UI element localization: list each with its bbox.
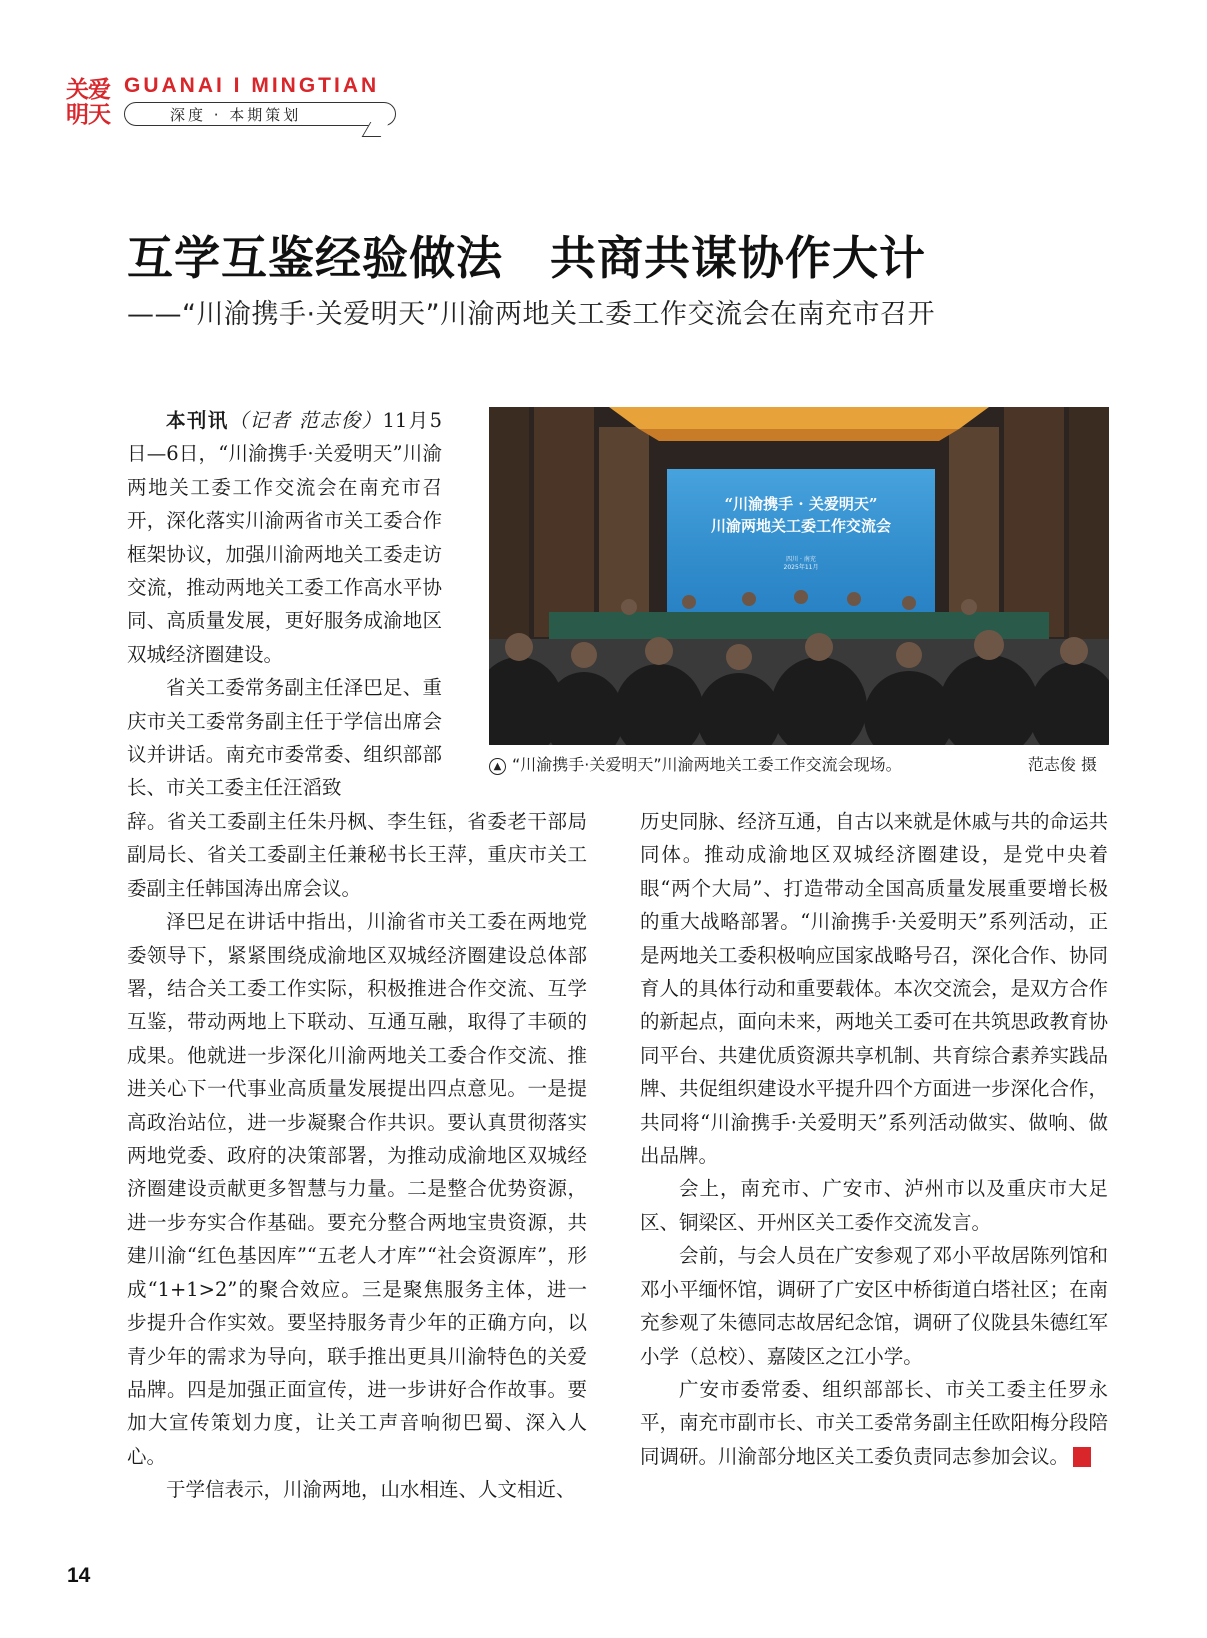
caption-text: “川渝携手·关爱明天”川渝两地关工委工作交流会现场。 — [512, 755, 902, 774]
paragraph-1-text: 11月5日—6日，“川渝携手·关爱明天”川渝两地关工委工作交流会在南充市召开，深化落实川渝两省市关工委合作框架协议，加强川渝两地关工委走访交流，推动两地关工委工作高水平协同、高质量发展，更好服务成渝地区双城经济圈建设。 — [127, 409, 442, 666]
lead-label: 本刊讯 — [166, 409, 229, 432]
article-column-2 — [127, 805, 587, 1507]
paragraph-2b: 辞。省关工委副主任朱丹枫、李生钰，省委老干部局副局长、省关工委副主任兼秘书长王萍，重庆市关工委副主任韩国涛出席会议。 — [127, 810, 587, 900]
paragraph-5: 会上，南充市、广安市、泸州市以及重庆市大足区、铜梁区、开州区关工委作交流发言。 — [640, 1177, 1108, 1234]
section-tag: 深度 · 本期策划 — [170, 106, 302, 124]
conference-scene — [489, 407, 1109, 745]
article-title: 互学互鉴经验做法 共商共谋协作大计 — [127, 231, 926, 285]
brand-english-name: GUANAI I MINGTIAN — [124, 74, 380, 97]
paragraph-2a: 省关工委常务副主任泽巴足、重庆市关工委常务副主任于学信出席会议并讲话。南充市委常委、组织部部长、市关工委主任汪滔致 — [127, 676, 442, 800]
camera-icon: ▲ — [489, 758, 506, 775]
reporter-byline: （记者 范志俊） — [228, 409, 383, 432]
paragraph-1 — [127, 404, 442, 671]
article-subtitle: ——“川渝携手·关爱明天”川渝两地关工委工作交流会在南充市召开 — [127, 299, 936, 330]
brand-logo: 关爱明天 — [66, 77, 110, 128]
screen-text-line1: “川渝携手 · 关爱明天” — [724, 495, 878, 513]
end-mark-icon: 关 — [1073, 1447, 1091, 1467]
photo-caption — [489, 752, 1109, 775]
conference-photo — [489, 407, 1109, 745]
photo-credit: 范志俊 摄 — [1027, 755, 1097, 774]
article-column-1 — [127, 404, 442, 805]
screen-text-line3: 四川 · 南充 — [786, 556, 816, 563]
paragraph-3: 泽巴足在讲话中指出，川渝省市关工委在两地党委领导下，紧紧围绕成渝地区双城经济圈建设总体部署，结合关工委工作实际，积极推进合作交流、互学互鉴，带动两地上下联动、互通互融，取得了丰硕的成果。他就进一步深化川渝两地关工委合作交流、推进关心下一代事业高质量发展提出四点意见。一是提高政治站位，进一步凝聚合作共识。要认真贯彻落实两地党委、政府的决策部署，为推动成渝地区双城经济圈建设贡献更多智慧与力量。二是整合优势资源，进一步夯实合作基础。要充分整合两地宝贵资源，共建川渝“红色基因库”“五老人才库”“社会资源库”，形成“1+1>2”的聚合效应。三是聚焦服务主体，进一步提升合作实效。要坚持服务青少年的正确方向，以青少年的需求为导向，联手推出更具川渝特色的关爱品牌。四是加强正面宣传，进一步讲好合作故事。要加大宣传策划力度，让关工声音响彻巴蜀、深入人心。 — [127, 910, 587, 1468]
paragraph-6: 会前，与会人员在广安参观了邓小平故居陈列馆和邓小平缅怀馆，调研了广安区中桥街道白塔社区；在南充参观了朱德同志故居纪念馆，调研了仪陇县朱德红军小学（总校）、嘉陵区之江小学。 — [640, 1244, 1109, 1368]
screen-text-line2: 川渝两地关工委工作交流会 — [710, 517, 892, 535]
screen-text-line4: 2025年11月 — [783, 564, 819, 571]
paragraph-7-text: 广安市委常委、组织部部长、市关工委主任罗永平，南充市副市长、市关工委常务副主任欧阳梅分段陪同调研。川渝部分地区关工委负责同志参加会议。 — [640, 1377, 1109, 1468]
page-number: 14 — [67, 1564, 91, 1587]
paragraph-7 — [640, 1373, 1127, 1473]
article-column-3 — [640, 805, 1127, 1473]
paragraph-4b: 历史同脉、经济互通，自古以来就是休戚与共的命运共同体。推动成渝地区双城经济圈建设，是党中央着眼“两个大局”、打造带动全国高质量发展重要增长极的重大战略部署。“川渝携手·关爱明天”系列活动，正是两地关工委积极响应国家战略号召，深化合作、协同育人的具体行动和重要载体。本次交流会，是双方合作的新起点，面向未来，两地关工委可在共筑思政教育协同平台、共建优质资源共享机制、共育综合素养实践品牌、共促组织建设水平提升四个方面进一步深化合作，共同将“川渝携手·关爱明天”系列活动做实、做响、做出品牌。 — [640, 810, 1109, 1168]
paragraph-4a: 于学信表示，川渝两地，山水相连、人文相近、 — [166, 1478, 576, 1502]
